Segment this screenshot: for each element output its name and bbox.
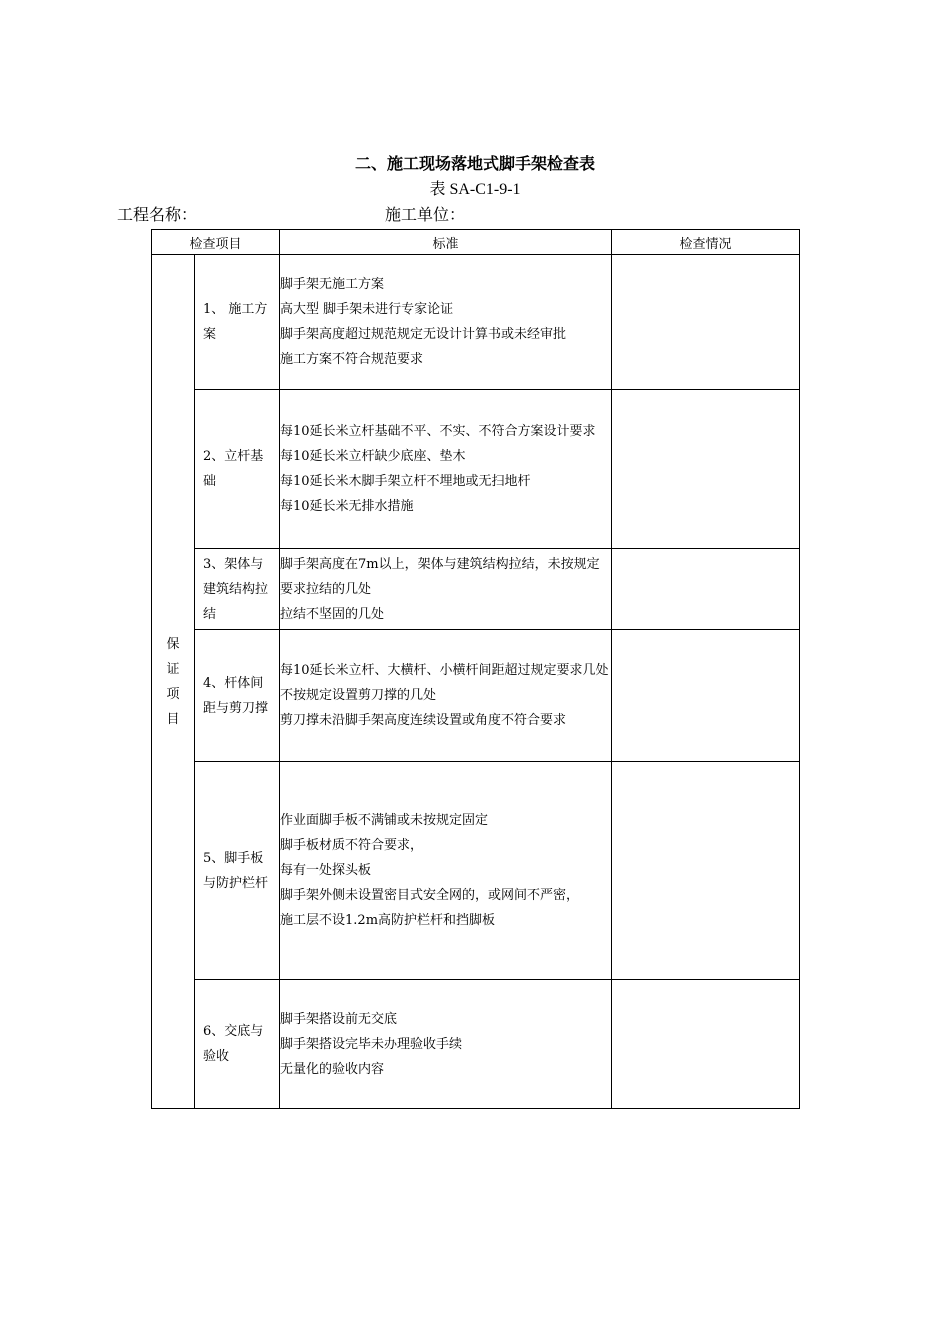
standard-line: 每10延长米立杆基础不平、不实、不符合方案设计要求 (280, 424, 596, 439)
standard-line: 每10延长米立杆缺少底座、垫木 (280, 449, 466, 464)
table-row (152, 390, 800, 549)
standard-cell (280, 980, 612, 1109)
result-cell[interactable] (612, 762, 800, 980)
group-label: 保证项目 (166, 636, 180, 727)
header-check-item: 检查项目 (152, 230, 280, 255)
standard-line: 施工方案不符合规范要求 (280, 352, 424, 367)
standard-line: 作业面脚手板不满铺或未按规定固定 (280, 813, 489, 828)
table-row (152, 762, 800, 980)
standard-line: 每10延长米无排水措施 (280, 499, 414, 514)
standard-line: 拉结不坚固的几处 (280, 606, 385, 622)
result-cell[interactable] (612, 630, 800, 762)
standard-line: 剪刀撑未沿脚手架高度连续设置或角度不符合要求 (280, 713, 567, 728)
standard-cell (280, 762, 612, 980)
result-cell[interactable] (612, 255, 800, 390)
standard-cell (280, 549, 612, 630)
table-row (152, 630, 800, 762)
item-cell (195, 255, 280, 390)
standard-line: 每有一处探头板 (280, 863, 372, 878)
standard-line: 无量化的验收内容 (280, 1061, 385, 1077)
standard-line: 不按规定设置剪刀撑的几处 (280, 688, 437, 703)
standard-line: 脚手架无施工方案 (280, 277, 385, 292)
item-label: 6、交底与验收 (203, 1024, 264, 1064)
form-code: 表 SA-C1-9-1 (429, 181, 521, 198)
group-cell (152, 255, 195, 1109)
item-cell (195, 762, 280, 980)
standard-line: 脚手架搭设完毕未办理验收手续 (280, 1036, 463, 1052)
item-label: 3、架体与建筑结构拉结 (203, 556, 269, 622)
item-label: 2、立杆基础 (203, 449, 264, 489)
standard-cell (280, 255, 612, 390)
item-cell (195, 549, 280, 630)
header-inspection-result: 检查情况 (612, 230, 800, 255)
item-label: 5、脚手板与防护栏杆 (203, 850, 269, 891)
item-cell (195, 390, 280, 549)
table-row (152, 255, 800, 390)
item-cell (195, 630, 280, 762)
standard-line: 施工层不设1.2m高防护栏杆和挡脚板 (280, 913, 496, 928)
construction-unit-label: 施工单位： (385, 205, 466, 224)
standard-line: 每10延长米立杆、大横杆、小横杆间距超过规定要求几处 (280, 663, 609, 678)
standard-line: 脚手架高度超过规范规定无设计计算书或未经审批 (280, 327, 567, 342)
standard-line: 脚手板材质不符合要求， (280, 838, 424, 853)
standard-line: 脚手架外侧未设置密目式安全网的，或网间不严密， (280, 888, 580, 903)
inspection-table (151, 229, 800, 1109)
table-header-row (152, 230, 800, 255)
item-cell (195, 980, 280, 1109)
result-cell[interactable] (612, 549, 800, 630)
result-cell[interactable] (612, 980, 800, 1109)
project-name-label: 工程名称： (117, 205, 198, 224)
standard-line: 脚手架高度在7m以上，架体与建筑结构拉结，未按规定要求拉结的几处 (280, 556, 600, 597)
standard-cell (280, 630, 612, 762)
table-row (152, 980, 800, 1109)
standard-line: 脚手架搭设前无交底 (280, 1011, 398, 1027)
document-title: 二、施工现场落地式脚手架检查表 (354, 154, 595, 173)
standard-line: 高大型 脚手架未进行专家论证 (280, 302, 454, 317)
table-row (152, 549, 800, 630)
item-label: 1、 施工方案 (203, 302, 268, 342)
standard-line: 每10延长米木脚手架立杆不埋地或无扫地杆 (280, 474, 531, 489)
item-label: 4、杆体间距与剪刀撑 (203, 675, 269, 716)
standard-cell (280, 390, 612, 549)
result-cell[interactable] (612, 390, 800, 549)
header-standard: 标准 (280, 230, 612, 255)
